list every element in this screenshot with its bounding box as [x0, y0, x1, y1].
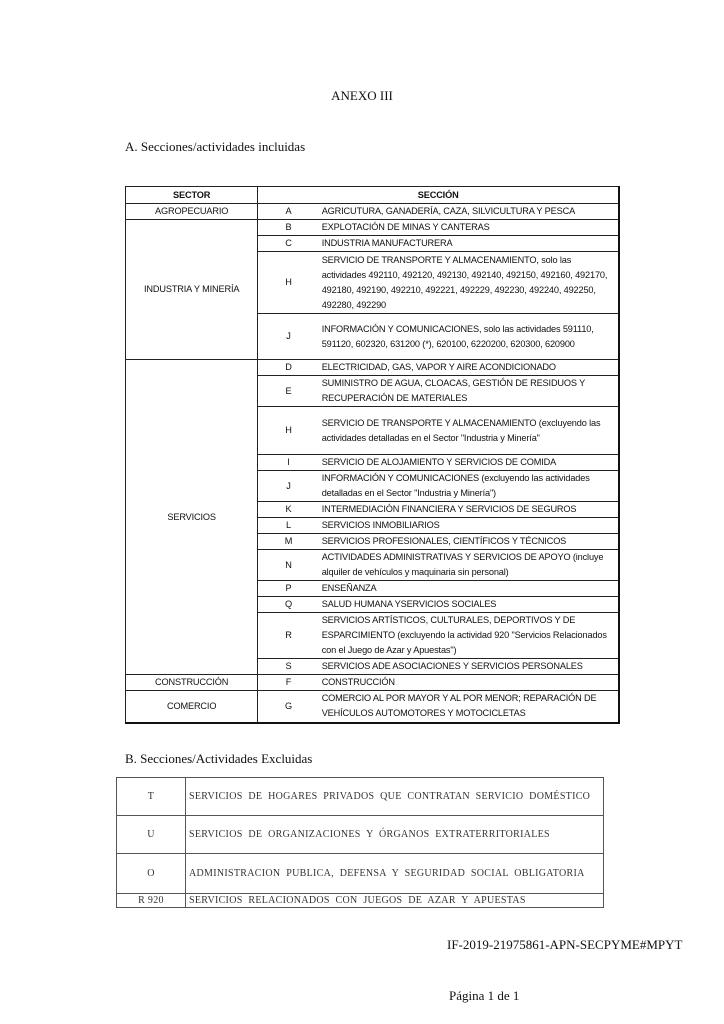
section-description: INFORMACIÓN Y COMUNICACIONES, solo las actividades 591110, 591120, 602320, 631200 (*), 620100, 6220200, 620300, 620900 [319, 314, 619, 360]
excluded-description: SERVICIOS RELACIONADOS CON JUEGOS DE AZAR Y APUESTAS [186, 894, 604, 908]
page-title: ANEXO III [331, 88, 393, 103]
table-row [117, 778, 604, 816]
section-code: I [258, 455, 319, 471]
table-row [126, 204, 620, 220]
section-description: INFORMACIÓN Y COMUNICACIONES (excluyendo las actividades detalladas en el Sector "Industria y Minería") [319, 471, 619, 502]
section-description: SALUD HUMANA YSERVICIOS SOCIALES [319, 597, 619, 613]
section-code: F [258, 675, 319, 691]
section-code: P [258, 581, 319, 597]
table-row [126, 220, 620, 236]
section-description: ACTIVIDADES ADMINISTRATIVAS Y SERVICIOS DE APOYO (incluye alquiler de vehículos y maquinaria sin personal) [319, 550, 619, 581]
section-description: SUMINISTRO DE AGUA, CLOACAS, GESTIÓN DE RESIDUOS Y RECUPERACIÓN DE MATERIALES [319, 376, 619, 407]
section-description: SERVICIOS PROFESIONALES, CIENTÍFICOS Y TÉCNICOS [319, 534, 619, 550]
sector-cell: AGROPECUARIO [126, 204, 258, 220]
section-code: B [258, 220, 319, 236]
excluded-sections-table [116, 777, 604, 908]
section-code: N [258, 550, 319, 581]
table-row [117, 854, 604, 894]
excluded-code: R 920 [117, 894, 186, 908]
page-number: Página 1 de 1 [449, 988, 520, 1003]
section-description: EXPLOTACIÓN DE MINAS Y CANTERAS [319, 220, 619, 236]
table-header-row [126, 187, 620, 204]
section-code: C [258, 236, 319, 252]
section-code: M [258, 534, 319, 550]
column-header-seccion: SECCIÓN [258, 187, 619, 204]
section-description: COMERCIO AL POR MAYOR Y AL POR MENOR; REPARACIÓN DE VEHÍCULOS AUTOMOTORES Y MOTOCICLETAS [319, 691, 619, 723]
table-row [126, 675, 620, 691]
section-description: INDUSTRIA MANUFACTURERA [319, 236, 619, 252]
document-id: IF-2019-21975861-APN-SECPYME#MPYT [447, 937, 683, 952]
section-code: G [258, 691, 319, 723]
excluded-code: O [117, 854, 186, 894]
section-description: SERVICIO DE TRANSPORTE Y ALMACENAMIENTO, solo las actividades 492110, 492120, 492130, 492140, 492150, 492160, 492170, 492180, 492190, 492210, 492221, 492229, 492230, 492240, 492250, 492280, 492290 [319, 252, 619, 314]
section-description: CONSTRUCCIÓN [319, 675, 619, 691]
sector-cell: COMERCIO [126, 691, 258, 723]
excluded-description: SERVICIOS DE ORGANIZACIONES Y ÓRGANOS EXTRATERRITORIALES [186, 816, 604, 854]
section-code: E [258, 376, 319, 407]
included-sections-table [125, 186, 620, 724]
section-description: INTERMEDIACIÓN FINANCIERA Y SERVICIOS DE SEGUROS [319, 502, 619, 518]
section-code: L [258, 518, 319, 534]
section-code: H [258, 407, 319, 455]
section-code: H [258, 252, 319, 314]
section-description: ENSEÑANZA [319, 581, 619, 597]
section-code: Q [258, 597, 319, 613]
section-a-heading: A. Secciones/actividades incluidas [125, 139, 306, 154]
section-description: SERVICIOS ARTÍSTICOS, CULTURALES, DEPORTIVOS Y DE ESPARCIMIENTO (excluyendo la actividad 920 "Servicios Relacionados con el Juego de Azar y Apuestas") [319, 613, 619, 659]
table-row [126, 360, 620, 376]
section-description: ELECTRICIDAD, GAS, VAPOR Y AIRE ACONDICIONADO [319, 360, 619, 376]
table-row [117, 894, 604, 908]
section-code: A [258, 204, 319, 220]
sector-cell: SERVICIOS [126, 360, 258, 675]
section-code: J [258, 314, 319, 360]
column-header-sector: SECTOR [126, 187, 258, 204]
sector-cell: INDUSTRIA Y MINERÍA [126, 220, 258, 360]
excluded-code: U [117, 816, 186, 854]
table-row [126, 691, 620, 723]
excluded-description: SERVICIOS DE HOGARES PRIVADOS QUE CONTRATAN SERVICIO DOMÉSTICO [186, 778, 604, 816]
excluded-description: ADMINISTRACION PUBLICA, DEFENSA Y SEGURIDAD SOCIAL OBLIGATORIA [186, 854, 604, 894]
table-row [117, 816, 604, 854]
section-code: J [258, 471, 319, 502]
section-description: SERVICIOS INMOBILIARIOS [319, 518, 619, 534]
section-code: R [258, 613, 319, 659]
section-code: K [258, 502, 319, 518]
section-description: AGRICUTURA, GANADERÍA, CAZA, SILVICULTURA Y PESCA [319, 204, 619, 220]
section-description: SERVICIO DE TRANSPORTE Y ALMACENAMIENTO (excluyendo las actividades detalladas en el Sector "Industria y Minería" [319, 407, 619, 455]
section-code: S [258, 659, 319, 675]
section-code: D [258, 360, 319, 376]
section-description: SERVICIOS ADE ASOCIACIONES Y SERVICIOS PERSONALES [319, 659, 619, 675]
section-b-heading: B. Secciones/Actividades Excluidas [125, 751, 313, 766]
sector-cell: CONSTRUCCIÓN [126, 675, 258, 691]
section-description: SERVICIO DE ALOJAMIENTO Y SERVICIOS DE COMIDA [319, 455, 619, 471]
excluded-code: T [117, 778, 186, 816]
